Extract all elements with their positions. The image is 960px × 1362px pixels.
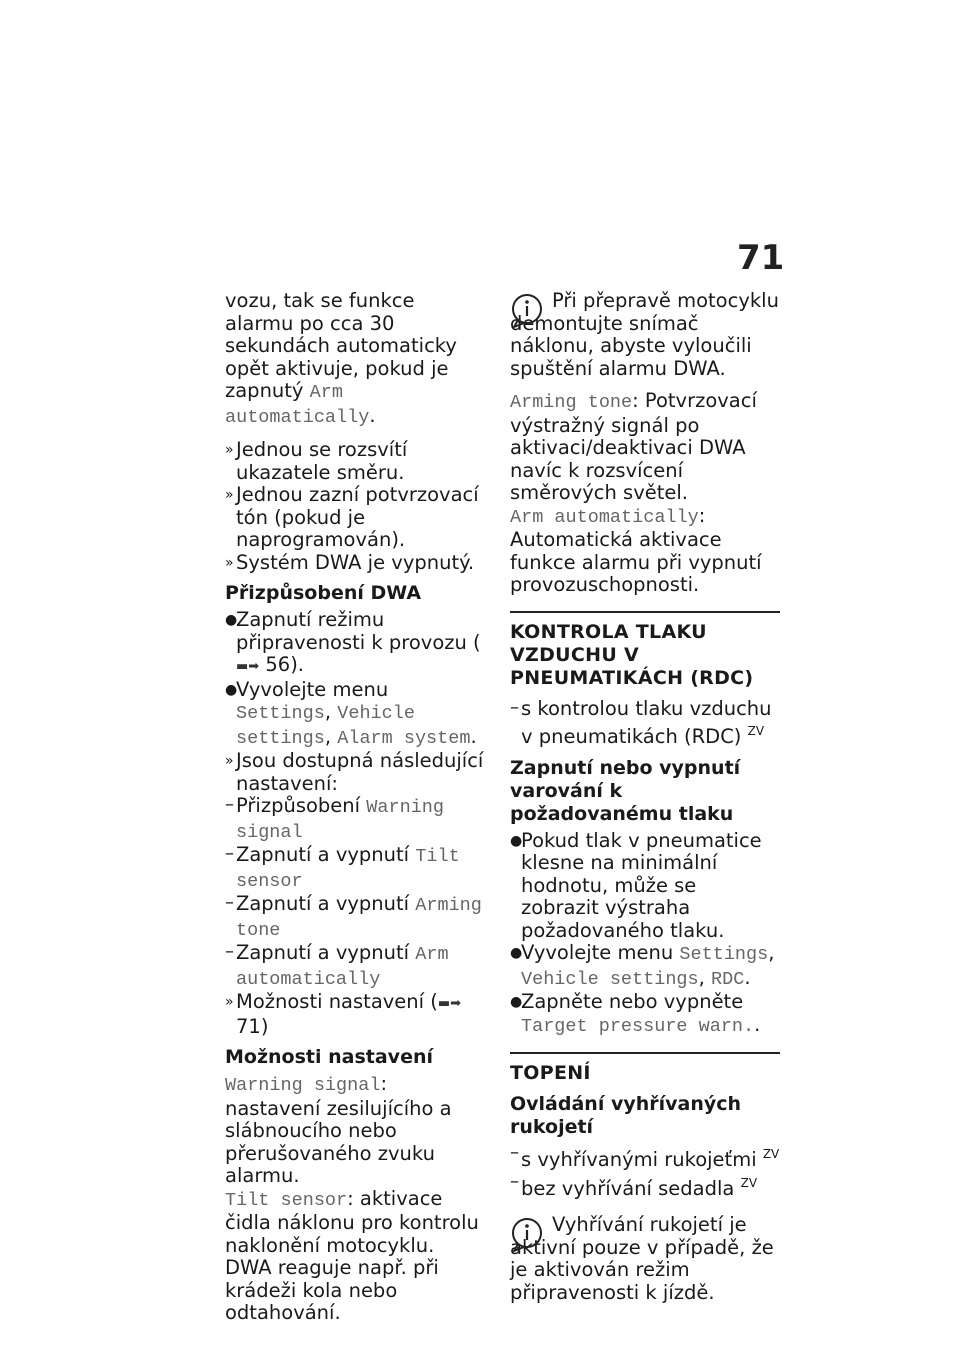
warning-signal-paragraph: Warning signal: nastavení zesilujícího a slábnoucího nebo přerušovaného zvuku alarmu. Tilt sensor: aktivace čidla náklonu pro kontrolu naklonění motocyklu. DWA reaguje např. při krádeži kola nebo odtahování. [225, 1072, 479, 1324]
result-marker-icon: » [225, 442, 234, 458]
dash-icon: – [225, 843, 234, 864]
heating-heading: TOPENÍ [510, 1052, 780, 1085]
info-note: Při přepravě motocyklu demontujte snímač náklonu, abyste vyloučili spuštění alarmu DWA. [510, 289, 779, 380]
variant-item: – s kontrolou tlaku vzduchu v pneumatikách (RDC) $^{ZV}$ [510, 696, 772, 748]
option-item: – Zapnutí a vypnutí Tilt sensor [225, 843, 460, 892]
dash-icon: – [225, 794, 234, 815]
variant-list [510, 698, 780, 749]
result-item: » Systém DWA je vypnutý. [225, 550, 475, 574]
info-icon [508, 1216, 546, 1254]
step-item: ● Pokud tlak v pneumatice klesne na minimální hodnotu, může se zobrazit výstraha požadovaného tlaku. [510, 828, 762, 942]
result-item: » Jsou dostupná následující nastavení: [225, 749, 484, 795]
variant-item: – s vyhřívanými rukojeťmi $^{ZV}$ [510, 1142, 780, 1171]
settings-heading: Možnosti nastavení [225, 1046, 433, 1068]
menu-term: Arm automatically [225, 382, 370, 428]
rdc-heading: KONTROLA TLAKU VZDUCHU V PNEUMATIKÁCH (RDC) [510, 611, 780, 690]
left-column [225, 290, 487, 1335]
arming-tone-paragraph: Arming tone: Potvrzovací výstražný signál po aktivaci/deaktivaci DWA navíc k rozsvícení směrových světel. Arm automatically: Automatická aktivace funkce alarmu při vypnutí provozuschopnosti. [510, 389, 762, 596]
info-icon [508, 292, 546, 330]
right-column [510, 290, 780, 1314]
result-marker-icon: » [225, 994, 234, 1010]
step-item: ● Zapněte nebo vypněte Target pressure warn.. [510, 990, 761, 1037]
bullet-icon: ● [225, 681, 238, 698]
bullet-icon: ● [225, 612, 238, 628]
page-ref-arrow-icon: ▬➡ [236, 659, 260, 674]
result-item: » Jednou se rozsvítí ukazatele směru. [225, 438, 408, 484]
option-item: – Zapnutí a vypnutí Arming tone [225, 892, 482, 941]
bullet-icon: ● [510, 945, 523, 961]
dash-icon: – [510, 1170, 519, 1192]
result-marker-icon: » [225, 487, 234, 503]
result-marker-icon: » [225, 554, 234, 571]
result-list [225, 439, 487, 574]
dash-icon: – [510, 1142, 519, 1163]
option-list [225, 795, 487, 991]
customize-heading: Přizpůsobení DWA [225, 582, 422, 604]
variant-list [510, 1143, 780, 1200]
info-note: Vyhřívání rukojetí je aktivní pouze v případě, že je aktivován režim připravenosti k jízdě. [510, 1213, 774, 1304]
step-list [510, 830, 780, 1039]
grip-heading: Ovládání vyhřívaných rukojetí [510, 1093, 742, 1138]
dash-icon: – [225, 892, 234, 913]
result-list [225, 991, 487, 1038]
bullet-icon: ● [510, 994, 523, 1010]
result-item: » Možnosti nastavení (▬➡ 71) [225, 990, 462, 1038]
step-item: ● Zapnutí režimu připravenosti k provozu (▬➡ 56). [225, 609, 487, 679]
dash-icon: – [510, 696, 519, 718]
result-item: » Jednou zazní potvrzovací tón (pokud je naprogramován). [225, 483, 479, 551]
result-marker-icon: » [225, 753, 234, 769]
intro-paragraph: vozu, tak se funkce alarmu po cca 30 sekundách automaticky opět aktivuje, pokud je zapnutý Arm automatically. [225, 289, 457, 428]
step-item: ● Vyvolejte menu Settings, Vehicle settings, RDC. [510, 941, 775, 990]
dash-icon: – [225, 941, 234, 962]
step-list [225, 609, 487, 795]
warning-heading: Zapnutí nebo vypnutí varování k požadovanému tlaku [510, 756, 741, 825]
page-ref-arrow-icon: ▬➡ [437, 996, 462, 1011]
option-item: – Zapnutí a vypnutí Arm automatically [225, 941, 449, 990]
option-item: – Přizpůsobení Warning signal [225, 794, 444, 843]
bullet-icon: ● [510, 832, 523, 849]
variant-item: – bez vyhřívání sedadla $^{ZV}$ [510, 1170, 758, 1200]
page-number: 71 [737, 238, 785, 278]
step-item: ● Vyvolejte menu Settings, Vehicle settings, Alarm system. [225, 677, 477, 749]
